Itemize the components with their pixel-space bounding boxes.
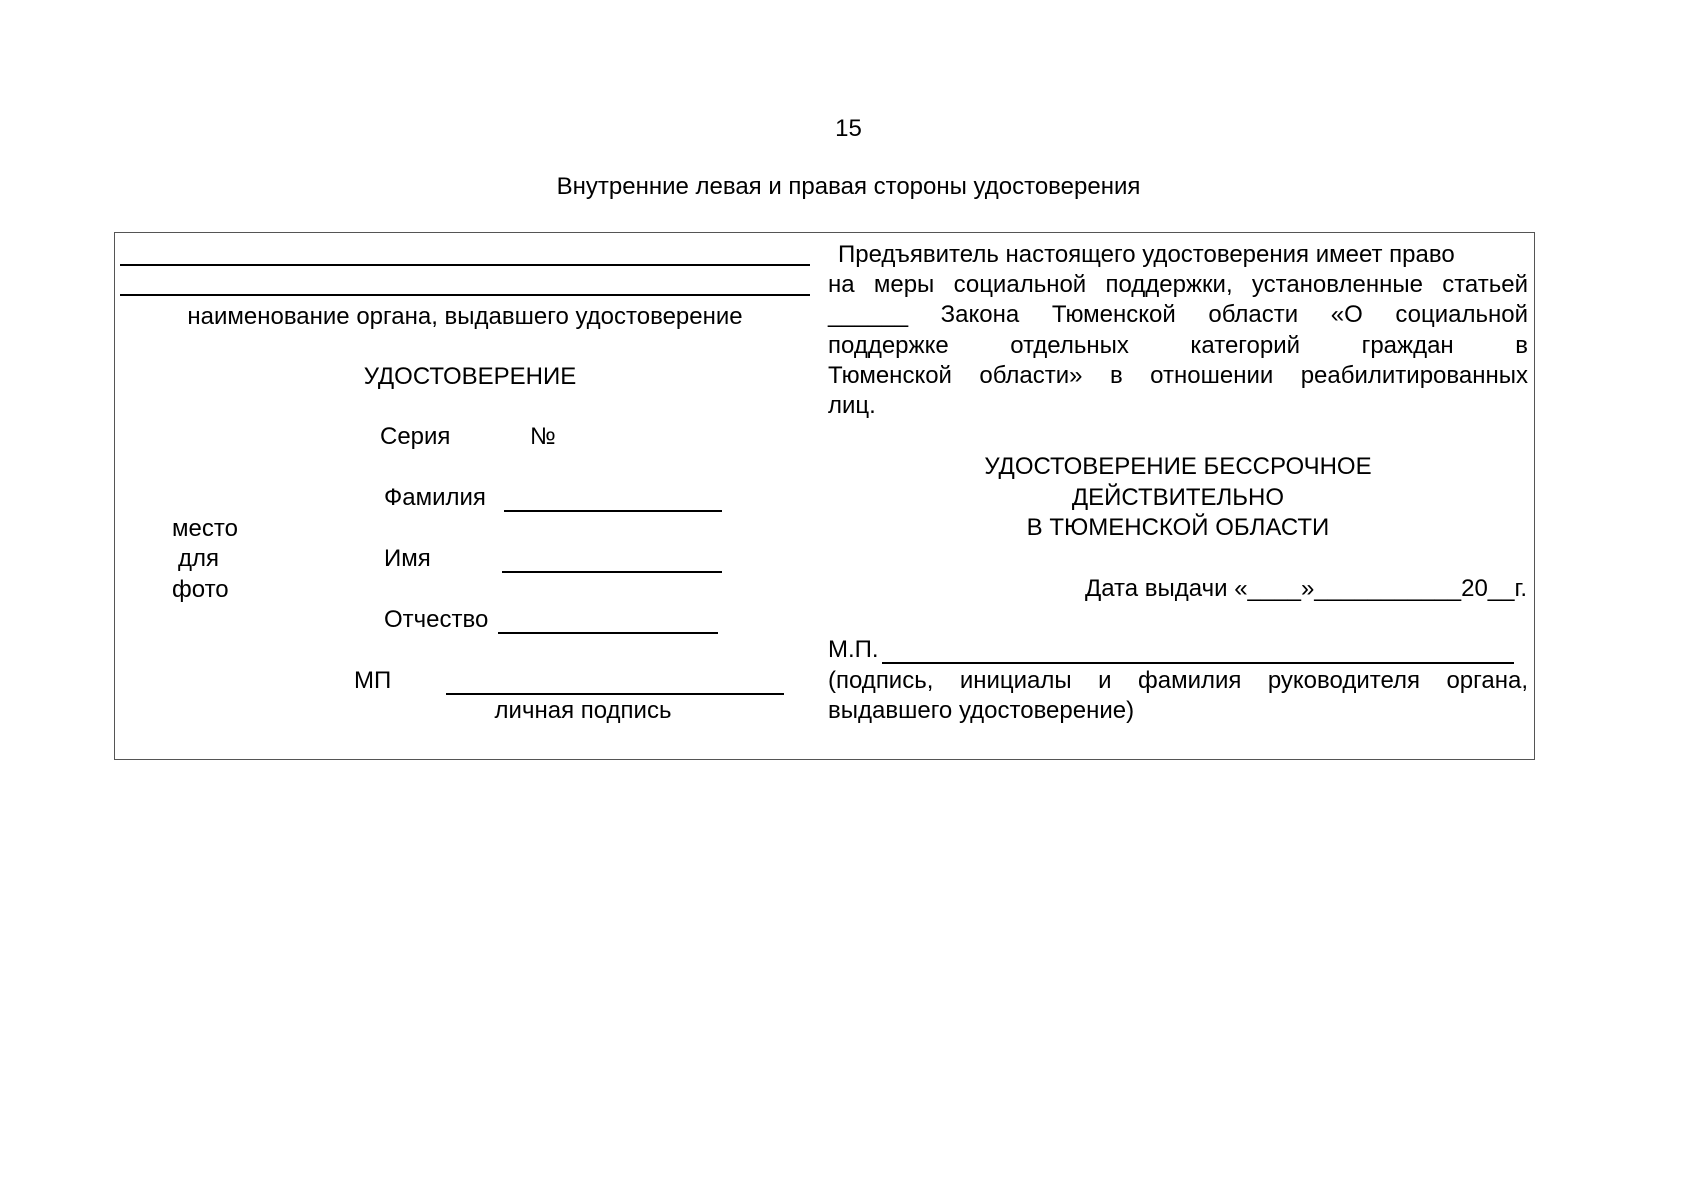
series-label: Серия xyxy=(380,423,451,450)
validity-line-2: ДЕЙСТВИТЕЛЬНО xyxy=(1071,484,1285,511)
issuer-caption: наименование органа, выдавшего удостоверение xyxy=(187,303,743,330)
right-stamp-label: М.П. xyxy=(828,636,879,663)
photo-place-line-1: место xyxy=(172,515,238,542)
page-number: 15 xyxy=(835,115,862,142)
validity-line-1: УДОСТОВЕРЕНИЕ БЕССРОЧНОЕ xyxy=(984,453,1372,480)
issuer-name-line-2 xyxy=(120,294,810,296)
surname-label: Фамилия xyxy=(384,484,486,511)
patronymic-label: Отчество xyxy=(384,606,489,633)
photo-place-line-3: фото xyxy=(172,576,229,603)
name-line xyxy=(502,571,722,573)
issuer-name-line-1 xyxy=(120,264,810,266)
rights-text-line-2: на меры социальной поддержки, установленные статьей xyxy=(828,271,1528,298)
photo-place-line-2: для xyxy=(178,545,220,572)
name-label: Имя xyxy=(384,545,431,572)
rights-text-line-5: Тюменской области» в отношении реабилитированных xyxy=(828,362,1528,389)
surname-line xyxy=(504,510,722,512)
rights-text-line-1: Предъявитель настоящего удостоверения имеет право xyxy=(838,241,1455,268)
issue-date: Дата выдачи «____»___________20__г. xyxy=(1084,575,1527,602)
rights-text-line-3: ______ Закона Тюменской области «О социальной xyxy=(828,301,1528,328)
signature-note-line-2: выдавшего удостоверение) xyxy=(828,697,1135,724)
document-caption: Внутренние левая и правая стороны удостоверения xyxy=(556,173,1141,200)
validity-line-3: В ТЮМЕНСКОЙ ОБЛАСТИ xyxy=(1026,514,1330,541)
personal-signature-caption: личная подпись xyxy=(494,697,672,724)
head-signature-line xyxy=(882,662,1514,664)
number-label: № xyxy=(530,423,556,450)
certificate-title: УДОСТОВЕРЕНИЕ xyxy=(363,363,577,390)
signature-note-line-1: (подпись, инициалы и фамилия руководителя органа, xyxy=(828,667,1528,694)
rights-text-line-4: поддержке отдельных категорий граждан в xyxy=(828,332,1528,359)
left-stamp-label: МП xyxy=(354,667,392,694)
personal-signature-line xyxy=(446,693,784,695)
rights-text-line-6: лиц. xyxy=(828,392,876,419)
patronymic-line xyxy=(498,632,718,634)
